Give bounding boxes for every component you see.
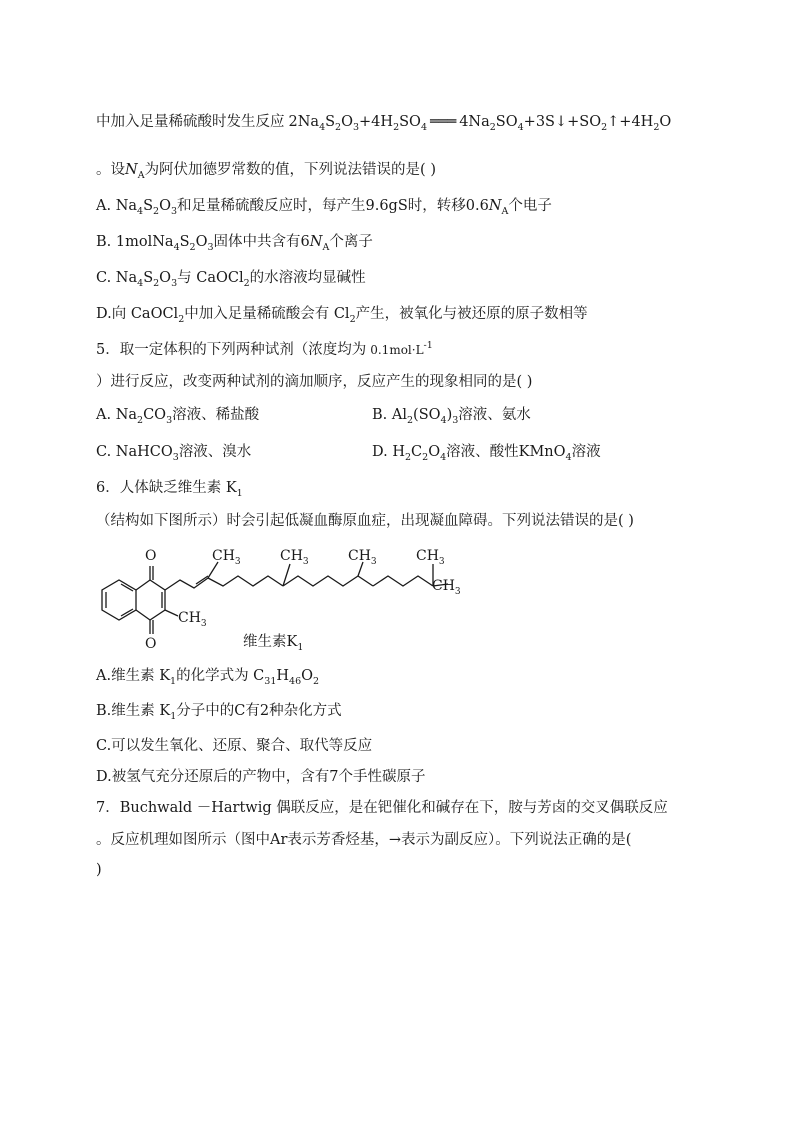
q6-option-c: C.可以发生氧化、还原、聚合、取代等反应 [96,738,373,754]
methyl-d: $CH_3$ [416,548,445,567]
carbonyl-o-top: O [145,548,157,564]
q4-line1-prefix: 中加入足量稀硫酸时发生反应 [96,114,285,130]
q4-option-a: A. $Na_4S_2O_3$和足量稀硫酸反应时，每产生9.6gS时，转移$0.6N_A$个电子 [96,198,552,217]
q5-option-d: D. $H_2C_2O_4$溶液、酸性KMnO$_4$溶液 [372,444,601,463]
methyl-a: $CH_3$ [212,548,241,567]
q7-stem-line2: 。反应机理如图所示（图中Ar表示芳香烃基，→表示为副反应）。下列说法正确的是( [96,832,632,848]
q6-option-d: D.被氢气充分还原后的产物中，含有7个手性碳原子 [96,769,426,785]
reaction-arrow: ═══ [429,114,457,130]
q7-stem-line1: 7．Buchwald －Hartwig 偶联反应，是在钯催化和碱存在下，胺与芳卤的交叉偶联反应 [96,800,668,816]
structure-caption: 维生素$K_1$ [243,634,304,653]
q7-stem-line3: ) [96,862,102,878]
q6-option-a: A.维生素 $K_1$的化学式为 $C_{31}H_{46}O_2$ [96,668,320,687]
q4-stem: 。设$N_A$为阿伏加德罗常数的值，下列说法错误的是( ) [96,162,436,181]
methyl-e: $CH_3$ [432,578,461,597]
q4-option-d: D.向 CaOCl$_2$中加入足量稀硫酸会有 $Cl_2$产生，被氧化与被还原的原子数相等 [96,306,588,325]
methyl-c: $CH_3$ [348,548,377,567]
q6-option-b: B.维生素 $K_1$分子中的C有2种杂化方式 [96,703,342,722]
q4-option-b: B. $1molNa_4S_2O_3$固体中共含有$6N_A$个离子 [96,234,373,253]
q5-stem-line1: 5．取一定体积的下列两种试剂（浓度均为 $0.1mol\cdot L^{-1}$ [96,340,433,358]
q4-option-c: C. $Na_4S_2O_3$与 CaOCl$_2$的水溶液均显碱性 [96,270,366,289]
q6-stem-line1: 6．人体缺乏维生素 $K_1$ [96,480,243,499]
structure-bonds [102,562,448,634]
q5-option-b: B. $Al_2(SO_4)_3$溶液、氨水 [372,407,531,426]
carbonyl-o-bottom: O [145,636,157,652]
q5-option-a: A. $Na_2CO_3$溶液、稀盐酸 [96,407,260,426]
methyl-b: $CH_3$ [280,548,309,567]
q6-stem-line2: （结构如下图所示）时会引起低凝血酶原血症，出现凝血障碍。下列说法错误的是( ) [96,513,634,529]
ring-methyl: $CH_3$ [178,610,207,629]
q5-option-c: C. NaHCO$_3$溶液、溴水 [96,444,252,463]
q4-equation-line: 中加入足量稀硫酸时发生反应 $2Na_4S_2O_3+4H_2SO_4$ ═══ $4Na_2SO_4+3S↓+SO_2↑+4H_2O$ [96,114,672,133]
q5-stem-line2: ）进行反应，改变两种试剂的滴加顺序，反应产生的现象相同的是( ) [96,374,533,390]
